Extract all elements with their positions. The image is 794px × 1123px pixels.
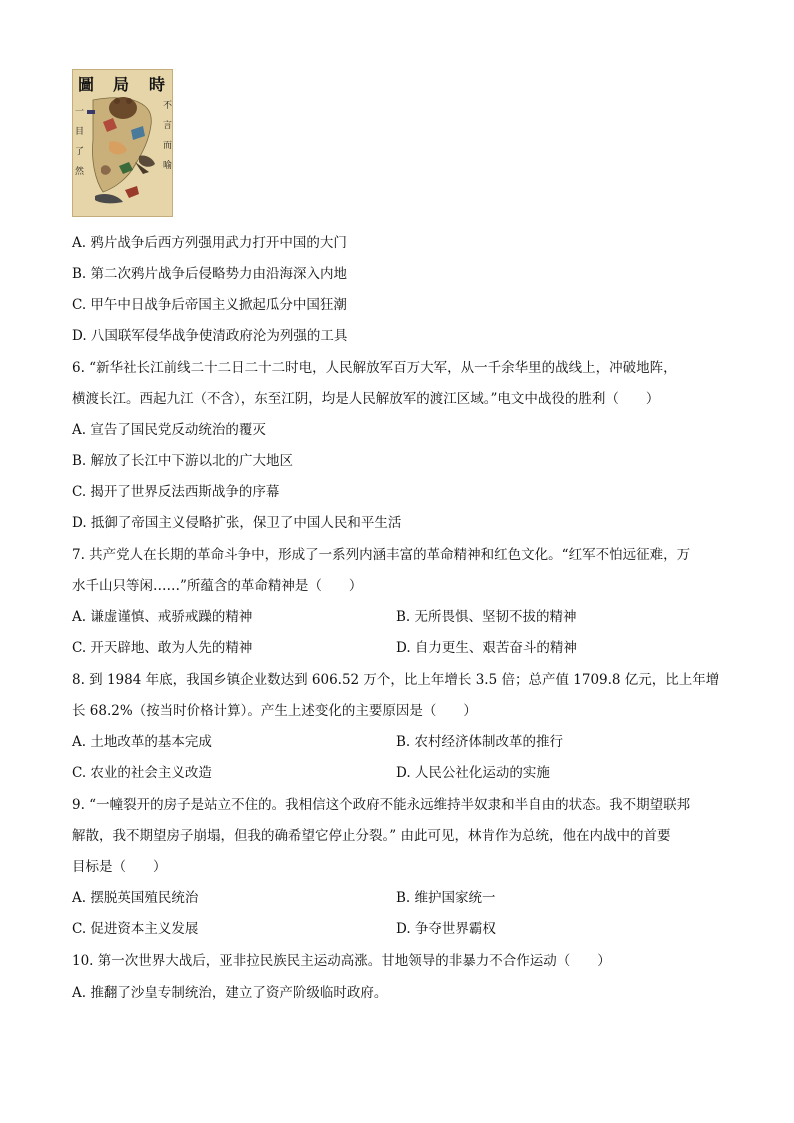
q9-option-b: B. 维护国家统一 xyxy=(396,890,496,906)
q6-stem-line: 6. “新华社长江前线二十二日二十二时电，人民解放军百万大军，从一千余华里的战线上，冲破地阵， xyxy=(72,360,677,376)
q8-option-a: A. 土地改革的基本完成 xyxy=(72,734,212,750)
cartoon-left-char: 了 xyxy=(75,147,85,157)
cartoon-title-char: 圖 xyxy=(78,75,95,94)
q9-option-d: D. 争夺世界霸权 xyxy=(396,921,496,937)
cartoon-left-char: 目 xyxy=(75,127,85,137)
cartoon-right-char: 言 xyxy=(163,121,173,131)
q6-option-b: B. 解放了长江中下游以北的广大地区 xyxy=(72,453,294,469)
q8-option-c: C. 农业的社会主义改造 xyxy=(72,765,212,781)
q9-option-a: A. 摆脱英国殖民统治 xyxy=(72,890,199,906)
cartoon-left-char: 一 xyxy=(75,107,85,117)
q8-option-b: B. 农村经济体制改革的推行 xyxy=(396,734,564,750)
q9-stem-line: 9. “一幢裂开的房子是站立不住的。我相信这个政府不能永远维持半奴隶和半自由的状态。我不期望联邦 xyxy=(72,797,691,813)
q7-option-a: A. 谦虚谨慎、戒骄戒躁的精神 xyxy=(72,609,253,625)
cartoon-title-char: 時 xyxy=(149,75,166,94)
q9-stem-line: 解散，我不期望房子崩塌，但我的确希望它停止分裂。” 由此可见，林肯作为总统，他在内战中的首要 xyxy=(72,828,671,844)
q7-stem-line: 7. 共产党人在长期的革命斗争中，形成了一系列内涵丰富的革命精神和红色文化。“红军不怕远征难，万 xyxy=(72,547,691,563)
cartoon-right-char: 不 xyxy=(163,101,173,111)
historical-cartoon-image xyxy=(72,69,173,217)
q10-option-a: A. 推翻了沙皇专制统治，建立了资产阶级临时政府。 xyxy=(72,985,388,1001)
q5-option-d: D. 八国联军侵华战争使清政府沦为列强的工具 xyxy=(72,328,348,344)
cartoon-left-char: 然 xyxy=(75,167,85,177)
q9-option-c: C. 促进资本主义发展 xyxy=(72,921,199,937)
q6-stem-line: 横渡长江。西起九江（不含），东至江阴，均是人民解放军的渡江区域。”电文中战役的胜利（ ） xyxy=(72,391,660,407)
q6-option-d: D. 抵御了帝国主义侵略扩张，保卫了中国人民和平生活 xyxy=(72,515,402,531)
cartoon-right-char: 喻 xyxy=(163,161,173,171)
q10-stem-line: 10. 第一次世界大战后，亚非拉民族民主运动高涨。甘地领导的非暴力不合作运动（ ） xyxy=(72,953,611,969)
q5-option-c: C. 甲午中日战争后帝国主义掀起瓜分中国狂潮 xyxy=(72,297,347,313)
q5-option-b: B. 第二次鸦片战争后侵略势力由沿海深入内地 xyxy=(72,266,348,282)
q6-option-a: A. 宣告了国民党反动统治的覆灭 xyxy=(72,422,266,438)
q9-stem-line: 目标是（ ） xyxy=(72,859,167,875)
q6-option-c: C. 揭开了世界反法西斯战争的序幕 xyxy=(72,484,280,500)
q7-option-d: D. 自力更生、艰苦奋斗的精神 xyxy=(396,640,577,656)
q8-option-d: D. 人民公社化运动的实施 xyxy=(396,765,550,781)
cartoon-right-char: 而 xyxy=(163,141,173,151)
q7-stem-line: 水千山只等闲……”所蕴含的革命精神是（ ） xyxy=(72,578,363,594)
q5-option-a: A. 鸦片战争后西方列强用武力打开中国的大门 xyxy=(72,235,347,251)
q7-option-c: C. 开天辟地、敢为人先的精神 xyxy=(72,640,253,656)
q7-option-b: B. 无所畏惧、坚韧不拔的精神 xyxy=(396,609,577,625)
q8-stem-line: 8. 到 1984 年底，我国乡镇企业数达到 606.52 万个，比上年增长 3.5 倍；总产值 1709.8 亿元，比上年增 xyxy=(72,672,720,688)
q8-stem-line: 长 68.2%（按当时价格计算）。产生上述变化的主要原因是（ ） xyxy=(72,703,477,719)
cartoon-title-char: 局 xyxy=(113,75,130,94)
